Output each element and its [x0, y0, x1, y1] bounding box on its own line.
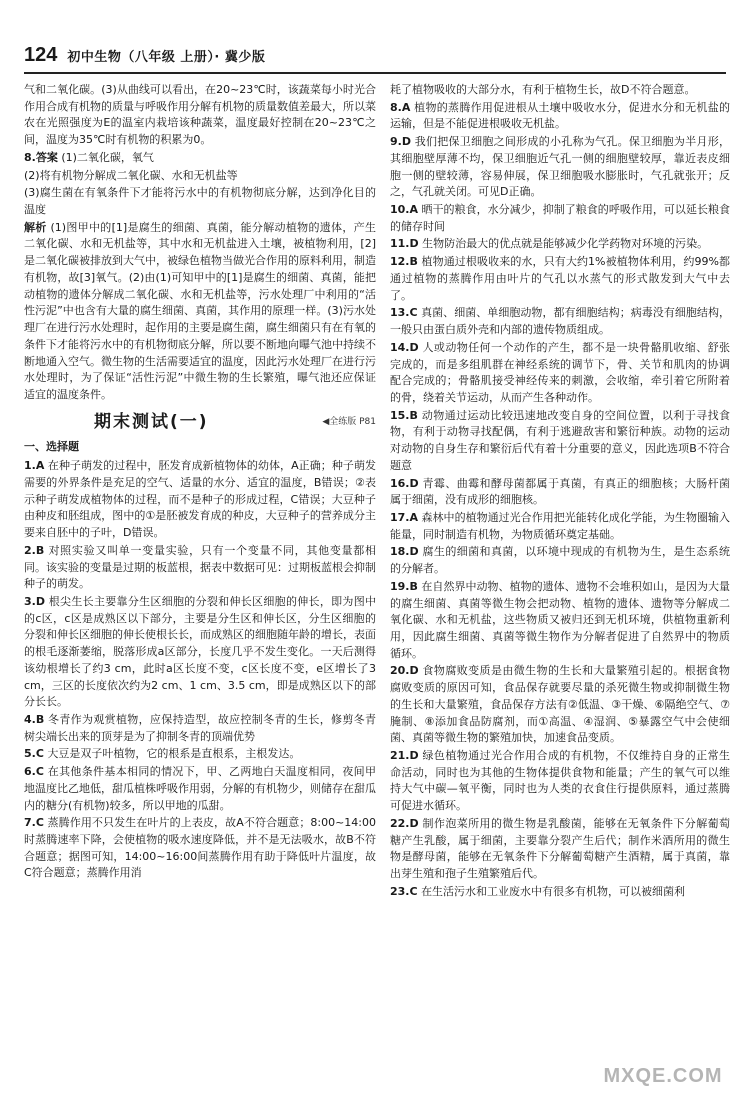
item-text: 在自然界中动物、植物的遗体、遗物不会堆积如山，是因为大量的腐生细菌、真菌等微生物会把动物、植物的遗体、遗物等分解成二氧化碳、水和无机盐，这些物质又被归还到无机环境，供植物重新利用，因此腐生细菌、真菌等微生物作为分解者促进了自然界中的物质循环。 — [390, 579, 731, 660]
continuation-text: 气和二氧化碳。(3)从曲线可以看出，在20~23℃时，该蔬菜每小时光合作用合成有机物的质量与呼吸作用分解有机物的质量数值差最大，所以菜农在光照强度为E的温室内栽培该种蔬菜，温度最好控制在20~23℃之间，温度为35℃时有机物的积累为0。 — [24, 83, 376, 147]
item-number: 9.D — [390, 135, 411, 149]
item-number: 1.A — [24, 459, 45, 473]
item-text: 在生活污水和工业废水中有很多有机物，可以被细菌利 — [421, 884, 686, 898]
item-text: 腐生的细菌和真菌，以环境中现成的有机物为生，是生态系统的分解者。 — [390, 545, 731, 576]
item-text: 植物的蒸腾作用促进根从土壤中吸收水分，促进水分和无机盐的运输，但是不能促进根吸收无机盐。 — [390, 100, 731, 131]
q8-analysis — [24, 220, 376, 404]
item-number: 2.B — [24, 543, 45, 557]
page-number: 124 — [24, 44, 58, 66]
answer-item — [24, 712, 376, 745]
answer-item — [24, 458, 376, 542]
section-title: 期末测试(一) — [94, 411, 209, 432]
item-text: 大豆是双子叶植物，它的根系是直根系，主根发达。 — [47, 747, 301, 761]
item-number: 16.D — [390, 476, 419, 490]
q8-answer-2: (2)将有机物分解成二氧化碳、水和无机盐等 — [24, 168, 238, 182]
answer-item — [390, 663, 730, 747]
answer-item — [390, 816, 730, 883]
item-text: 人或动物任何一个动作的产生，都不是一块骨骼肌收缩、舒张完成的，而是多组肌群在神经系统的调节下，骨、关节和肌肉的协调配合完成的；骨骼肌接受神经传来的刺激，会收缩，牵引着它所附着的骨，绕着关节运动，从而产生各种动作。 — [390, 340, 731, 404]
answer-item — [390, 202, 730, 235]
q8-analysis-text: (1)图甲中的[1]是腐生的细菌、真菌，能分解动植物的遗体，产生二氧化碳、水和无机盐等，其中水和无机盐进入土壤，被植物利用，[2]是二氧化碳被排放到大气中，被绿色植物当做光合作用的原料利用，制造有机物，故[3]氧气。(2)由(1)可知甲中的[1]是腐生的细菌、真菌，能把动植物的遗体分解成二氧化碳、水和无机盐等，污水处理厂中利用的“活性污泥”中也含有大量的腐生细菌、真菌，其作用的原理一样。(3)污水处理厂在进行污水处理时，起作用的主要是腐生菌，腐生细菌只有在有氧的条件下才能将污水中的有机物彻底分解，所以要不断地向曝气池中持续不断地通入空气。微生物的生活需要适宜的温度，因此污水处理厂在进行污水处理时，为了保证“活性污泥”中微生物的生长繁殖，曝气池还应保证适宜的温度条件。 — [24, 220, 376, 401]
item-text: 在种子萌发的过程中，胚发育成新植物体的幼体，A正确；种子萌发需要的外界条件是充足的空气、适量的水分、适宜的温度，B错误；②表示种子萌发成植物体的过程，而不是种子的形成过程，C错误；大豆种子由种皮和胚组成，图中的①是胚被发育成的种皮，大豆种子的营养成分主要来自胚中的子叶，D错误。 — [24, 459, 377, 540]
right-column — [390, 82, 730, 902]
item-number: 22.D — [390, 816, 419, 830]
item-text: 冬青作为观赏植物，应保持造型，故应控制冬青的生长，修剪冬青树尖端长出来的顶芽是为了抑制冬青的顶端优势 — [24, 712, 377, 743]
item-number: 12.B — [390, 255, 418, 269]
item-number: 18.D — [390, 545, 419, 559]
section-heading — [24, 410, 376, 436]
sub-title: 一、选择题 — [24, 440, 79, 454]
item-text: 绿色植物通过光合作用合成的有机物，不仅维持自身的正常生命活动，同时也为其他的生物体提供食物和能量；产生的氧气可以维持大气中碳—氧平衡，同时也为人类的衣食住行提供原料，通过蒸腾可促进水循环。 — [390, 749, 731, 813]
item-text: 晒干的粮食，水分减少，抑制了粮食的呼吸作用，可以延长粮食的储存时间 — [390, 203, 730, 233]
answer-item — [390, 544, 730, 577]
item-text: 我们把保卫细胞之间形成的小孔称为气孔。保卫细胞为半月形，其细胞壁厚薄不均，保卫细胞近气孔一侧的细胞壁较厚，靠近表皮细胞一侧的壁较薄，容易伸展，保卫细胞吸水膨胀时，气孔就张开；反之，气孔就关闭。可见D正确。 — [390, 135, 730, 199]
watermark-logo: MXQE.COM — [603, 1064, 723, 1087]
item-text: 制作泡菜所用的微生物是乳酸菌，能够在无氧条件下分解葡萄糖产生乳酸，属于细菌，主要靠分裂产生后代；制作米酒所用的微生物是酵母菌，能够在无氧条件下分解葡萄糖产生酒精，属于真菌，靠出芽生殖和孢子生殖繁殖后代。 — [390, 816, 731, 881]
answer-item — [390, 100, 730, 133]
left-column — [24, 82, 387, 883]
answer-item — [390, 510, 730, 543]
item-number: 23.C — [390, 884, 418, 898]
answer-item — [390, 476, 730, 509]
page-header — [24, 44, 265, 72]
item-text: 真菌、细菌、单细胞动物，都有细胞结构；病毒没有细胞结构，一般只由蛋白质外壳和内部的遗传物质组成。 — [390, 306, 730, 337]
answer-item — [390, 340, 730, 407]
continuation-text: 耗了植物吸收的大部分水，有利于植物生长，故D不符合题意。 — [390, 83, 696, 96]
answer-item — [390, 748, 730, 815]
item-number: 5.C — [24, 747, 44, 761]
item-number: 11.D — [390, 237, 419, 251]
answer-item — [390, 236, 730, 253]
q8-answer-label: 答案 — [35, 150, 58, 164]
q8-answer-1: (1)二氧化碳，氧气 — [61, 150, 154, 164]
item-number: 15.B — [390, 408, 418, 422]
item-number: 21.D — [390, 749, 419, 763]
item-number: 8.A — [390, 100, 411, 114]
item-number: 7.C — [24, 816, 44, 830]
item-number: 20.D — [390, 664, 419, 678]
item-text: 蒸腾作用不只发生在叶片的上表皮，故A不符合题意；8:00~14:00时蒸腾速率下降，会使植物的吸水速度降低，并不是无法吸水，故B不符合题意；据图可知，14:00~16:00间蒸腾作用有助于降低叶片温度，故C符合题意；蒸腾作用消 — [24, 816, 376, 880]
answer-item — [24, 543, 376, 593]
item-number: 10.A — [390, 203, 418, 217]
answer-item — [390, 579, 730, 663]
answer-item — [24, 594, 376, 711]
answer-item — [390, 134, 730, 201]
q8-answer — [24, 150, 376, 167]
item-text: 青霉、曲霉和酵母菌都属于真菌，有真正的细胞核；大肠杆菌属于细菌，没有成形的细胞核。 — [390, 476, 731, 507]
q8-answer-3: (3)腐生菌在有氧条件下才能将污水中的有机物彻底分解，达到净化目的 温度 — [24, 186, 387, 217]
item-text: 在其他条件基本相同的情况下，甲、乙两地白天温度相同，夜间甲地温度比乙地低，甜瓜植株呼吸作用弱，分解的有机物少，则储存在甜瓜内的糖分(有机物)较多，所以甲地的瓜甜。 — [24, 765, 376, 812]
item-number: 13.C — [390, 306, 418, 320]
item-number: 17.A — [390, 510, 418, 524]
section-ref: ◀全练版 P81 — [322, 416, 376, 427]
item-text: 对照实验又叫单一变量实验，只有一个变量不同，其他变量都相同。该实验的变量是过期的板蓝根，据表中数据可见：过期板蓝根会抑制种子的萌发。 — [24, 543, 377, 591]
answer-item — [390, 254, 730, 304]
item-number: 19.B — [390, 579, 418, 593]
item-text: 生物防治最大的优点就是能够减少化学药物对环境的污染。 — [422, 237, 709, 251]
item-text: 根尖生长主要靠分生区细胞的分裂和伸长区细胞的伸长，即为图中的c区，c区是成熟区以下部分，主要是分生区和伸长区，分生区细胞的分裂和伸长区细胞的伸长使根长长，而成熟区的细胞随年龄的增长，表面的根毛逐渐萎缩，脱落形成a区部分，长度几乎不发生变化。一天后测得该幼根增长了约3 cm，此时a区长度不变，c区长度不变，e区增长了3 cm，三区的长度依次约为2 cm、1 cm、3.5 cm，即是成熟区以下的部分长长。 — [24, 594, 377, 709]
book-title: 初中生物（八年级 上册）· 冀少版 — [67, 50, 266, 65]
answer-item — [390, 305, 730, 338]
answer-item — [390, 884, 730, 901]
q8-number: 8. — [24, 150, 36, 164]
item-text: 动物通过运动比较迅速地改变自身的空间位置，以利于寻找食物，有利于动物寻找配偶，有利于逃避敌害和繁衍种族。动物的运动对动物的自身生存和繁衍后代有着十分重要的意义，因此选项B不符合题意 — [390, 408, 731, 472]
q8-analysis-label: 解析 — [24, 220, 47, 234]
answer-item — [390, 408, 730, 475]
item-number: 3.D — [24, 594, 45, 608]
answer-item — [24, 764, 376, 814]
item-text: 森林中的植物通过光合作用把光能转化成化学能，为生物圈输入能量，同时制造有机物，为物质循环奠定基础。 — [390, 510, 730, 541]
header-rule — [24, 72, 726, 74]
item-text: 植物通过根吸收来的水，只有大约1%被植物体利用，约99%都通过植物的蒸腾作用由叶片的气孔以水蒸气的形式散发到大气中去了。 — [390, 255, 730, 302]
item-number: 4.B — [24, 712, 45, 726]
item-text: 食物腐败变质是由微生物的生长和大量繁殖引起的。根据食物腐败变质的原因可知，食品保存就要尽量的杀死微生物或抑制微生物的生长和大量繁殖，食品保存方法有②低温、③干燥、⑥隔绝空气、⑦腌制、⑧添加食品防腐剂，而①高温、④湿润、⑤暴露空气中会使细菌、真菌等微生物的繁殖加快，加速食品变质。 — [390, 664, 731, 745]
item-number: 6.C — [24, 765, 44, 779]
answer-item — [24, 746, 376, 763]
answer-item — [24, 815, 376, 882]
item-number: 14.D — [390, 340, 419, 354]
